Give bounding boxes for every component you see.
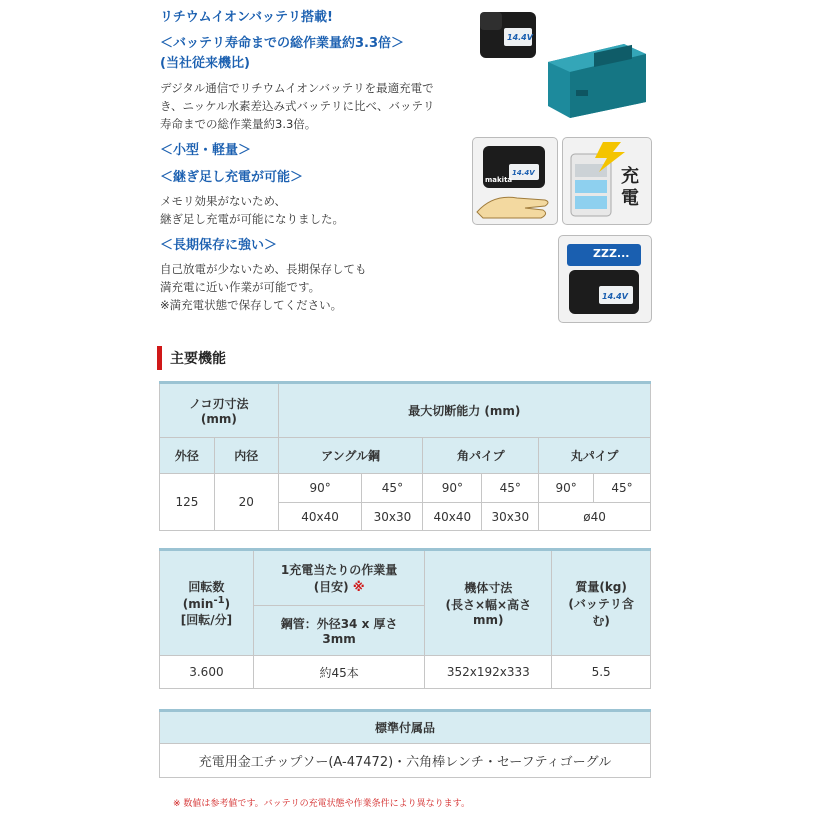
- blade-size-header: [160, 383, 279, 438]
- accessories-table: [159, 709, 651, 778]
- size-value: 352x192x333: [425, 656, 552, 689]
- feature2-heading: ＜小型・軽量＞: [160, 143, 252, 158]
- recharge-icon-box: [562, 137, 652, 225]
- size-header-line: mm): [473, 613, 504, 627]
- angle-cell: 90°: [423, 474, 482, 503]
- feature1-line: 寿命までの総作業量約3.3倍。: [160, 117, 317, 131]
- feature3-line: メモリ効果がないため、: [160, 194, 287, 208]
- capacity-header: 最大切断能力 (mm): [278, 383, 650, 438]
- work-header: [253, 550, 425, 606]
- feature3-heading: ＜継ぎ足し充電が可能＞: [160, 170, 304, 185]
- section-accent-bar: [157, 346, 162, 370]
- cutting-capacity-table: [159, 381, 651, 531]
- capacity-cell: ø40: [539, 503, 651, 531]
- rpm-header: [160, 550, 254, 656]
- feature-title: リチウムイオンバッテリ搭載!: [160, 10, 333, 25]
- charge-label-char: 電: [621, 188, 639, 209]
- work-subheader-line: 3mm: [322, 632, 356, 646]
- charge-label: [621, 166, 639, 210]
- accessories-header: 標準付属品: [160, 711, 651, 744]
- size-header: [425, 550, 552, 656]
- mass-header-line: (バッテリ含: [568, 596, 634, 611]
- work-header-mark: ※: [352, 580, 365, 594]
- rpm-unit-text: (min: [182, 597, 214, 611]
- feature1-subheading: (当社従来機比): [160, 56, 250, 71]
- feature4-line: 自己放電が少ないため、長期保存しても: [160, 262, 367, 276]
- compact-battery-icon-box: [472, 137, 558, 225]
- angle-steel-header: アングル鋼: [278, 438, 423, 474]
- round-pipe-header: 丸パイプ: [539, 438, 651, 474]
- capacity-cell: 30x30: [482, 503, 539, 531]
- rpm-header-unit: [160, 595, 253, 611]
- work-header-line: 1充電当たりの作業量: [280, 563, 398, 577]
- mass-value: 5.5: [552, 656, 651, 689]
- accessories-value: 充電用金工チップソー(A-47472)・六角棒レンチ・セーフティゴーグル: [160, 744, 651, 778]
- feature1-heading: ＜バッテリ寿命までの総作業量約3.3倍＞: [160, 36, 405, 51]
- capacity-cell: 40x40: [278, 503, 362, 531]
- blade-size-label: ノコ刃寸法: [189, 397, 249, 411]
- charge-label-char: 充: [621, 166, 639, 187]
- sleep-label: ZZZ...: [593, 247, 630, 260]
- stored-battery-icon: [567, 268, 643, 318]
- outer-diameter-value: 125: [160, 474, 215, 531]
- storage-icon-box: [558, 235, 652, 323]
- feature4-line: ※満充電状態で保存してください。: [160, 298, 343, 312]
- work-header-line: [254, 578, 425, 595]
- blade-size-unit: (mm): [200, 412, 237, 426]
- square-pipe-header: 角パイプ: [423, 438, 539, 474]
- capacity-cell: 30x30: [362, 503, 423, 531]
- angle-cell: 90°: [539, 474, 594, 503]
- footnote: ※ 数値は参考値です。バッテリの充電状態や作業条件により異なります。: [173, 799, 470, 809]
- angle-cell: 45°: [594, 474, 651, 503]
- inner-diameter-value: 20: [214, 474, 278, 531]
- section-title: 主要機能: [170, 351, 226, 367]
- feature3-text: [160, 192, 344, 228]
- battery-voltage-label: 14.4V: [512, 169, 535, 177]
- spec-table: [159, 548, 651, 689]
- hand-battery-icon: [473, 138, 557, 224]
- battery-brand-label: makita: [485, 176, 513, 184]
- mass-header-line: む): [592, 613, 610, 628]
- mass-header-line: 質量(kg): [575, 579, 627, 594]
- battery-voltage-label: 14.4V: [602, 292, 628, 301]
- feature4-heading: ＜長期保存に強い＞: [160, 238, 278, 253]
- rpm-unit-sup: -1: [213, 595, 225, 606]
- capacity-cell: 40x40: [423, 503, 482, 531]
- rpm-unit-close: ): [224, 597, 231, 611]
- battery-voltage-label: 14.4V: [507, 33, 533, 42]
- charger-image: [542, 40, 650, 120]
- feature1-line: デジタル通信でリチウムイオンバッテリを最適充電で: [160, 81, 434, 95]
- inner-diameter-header: 内径: [214, 438, 278, 474]
- work-subheader: [253, 606, 425, 656]
- rpm-header-line: [回転/分]: [180, 613, 233, 627]
- feature1-text: [160, 79, 435, 133]
- mass-header: [552, 550, 651, 656]
- outer-diameter-header: 外径: [160, 438, 215, 474]
- feature4-line: 満充電に近い作業が可能です。: [160, 280, 321, 294]
- feature3-line: 継ぎ足し充電が可能になりました。: [160, 212, 344, 226]
- feature4-text: [160, 260, 367, 314]
- work-header-note: (目安): [313, 580, 349, 594]
- work-subheader-line: 鋼管：外径34 x 厚さ: [280, 617, 398, 631]
- feature1-line: き、ニッケル水素差込み式バッテリに比べ、バッテリ: [160, 99, 435, 113]
- angle-cell: 45°: [482, 474, 539, 503]
- angle-cell: 45°: [362, 474, 423, 503]
- size-header-line: (長さ×幅×高さ: [445, 598, 532, 612]
- rpm-value: 3.600: [160, 656, 254, 689]
- angle-cell: 90°: [278, 474, 362, 503]
- work-value: 約45本: [253, 656, 425, 689]
- size-header-line: 機体寸法: [464, 581, 513, 595]
- rpm-header-line: 回転数: [188, 580, 225, 594]
- battery-image: [474, 6, 544, 64]
